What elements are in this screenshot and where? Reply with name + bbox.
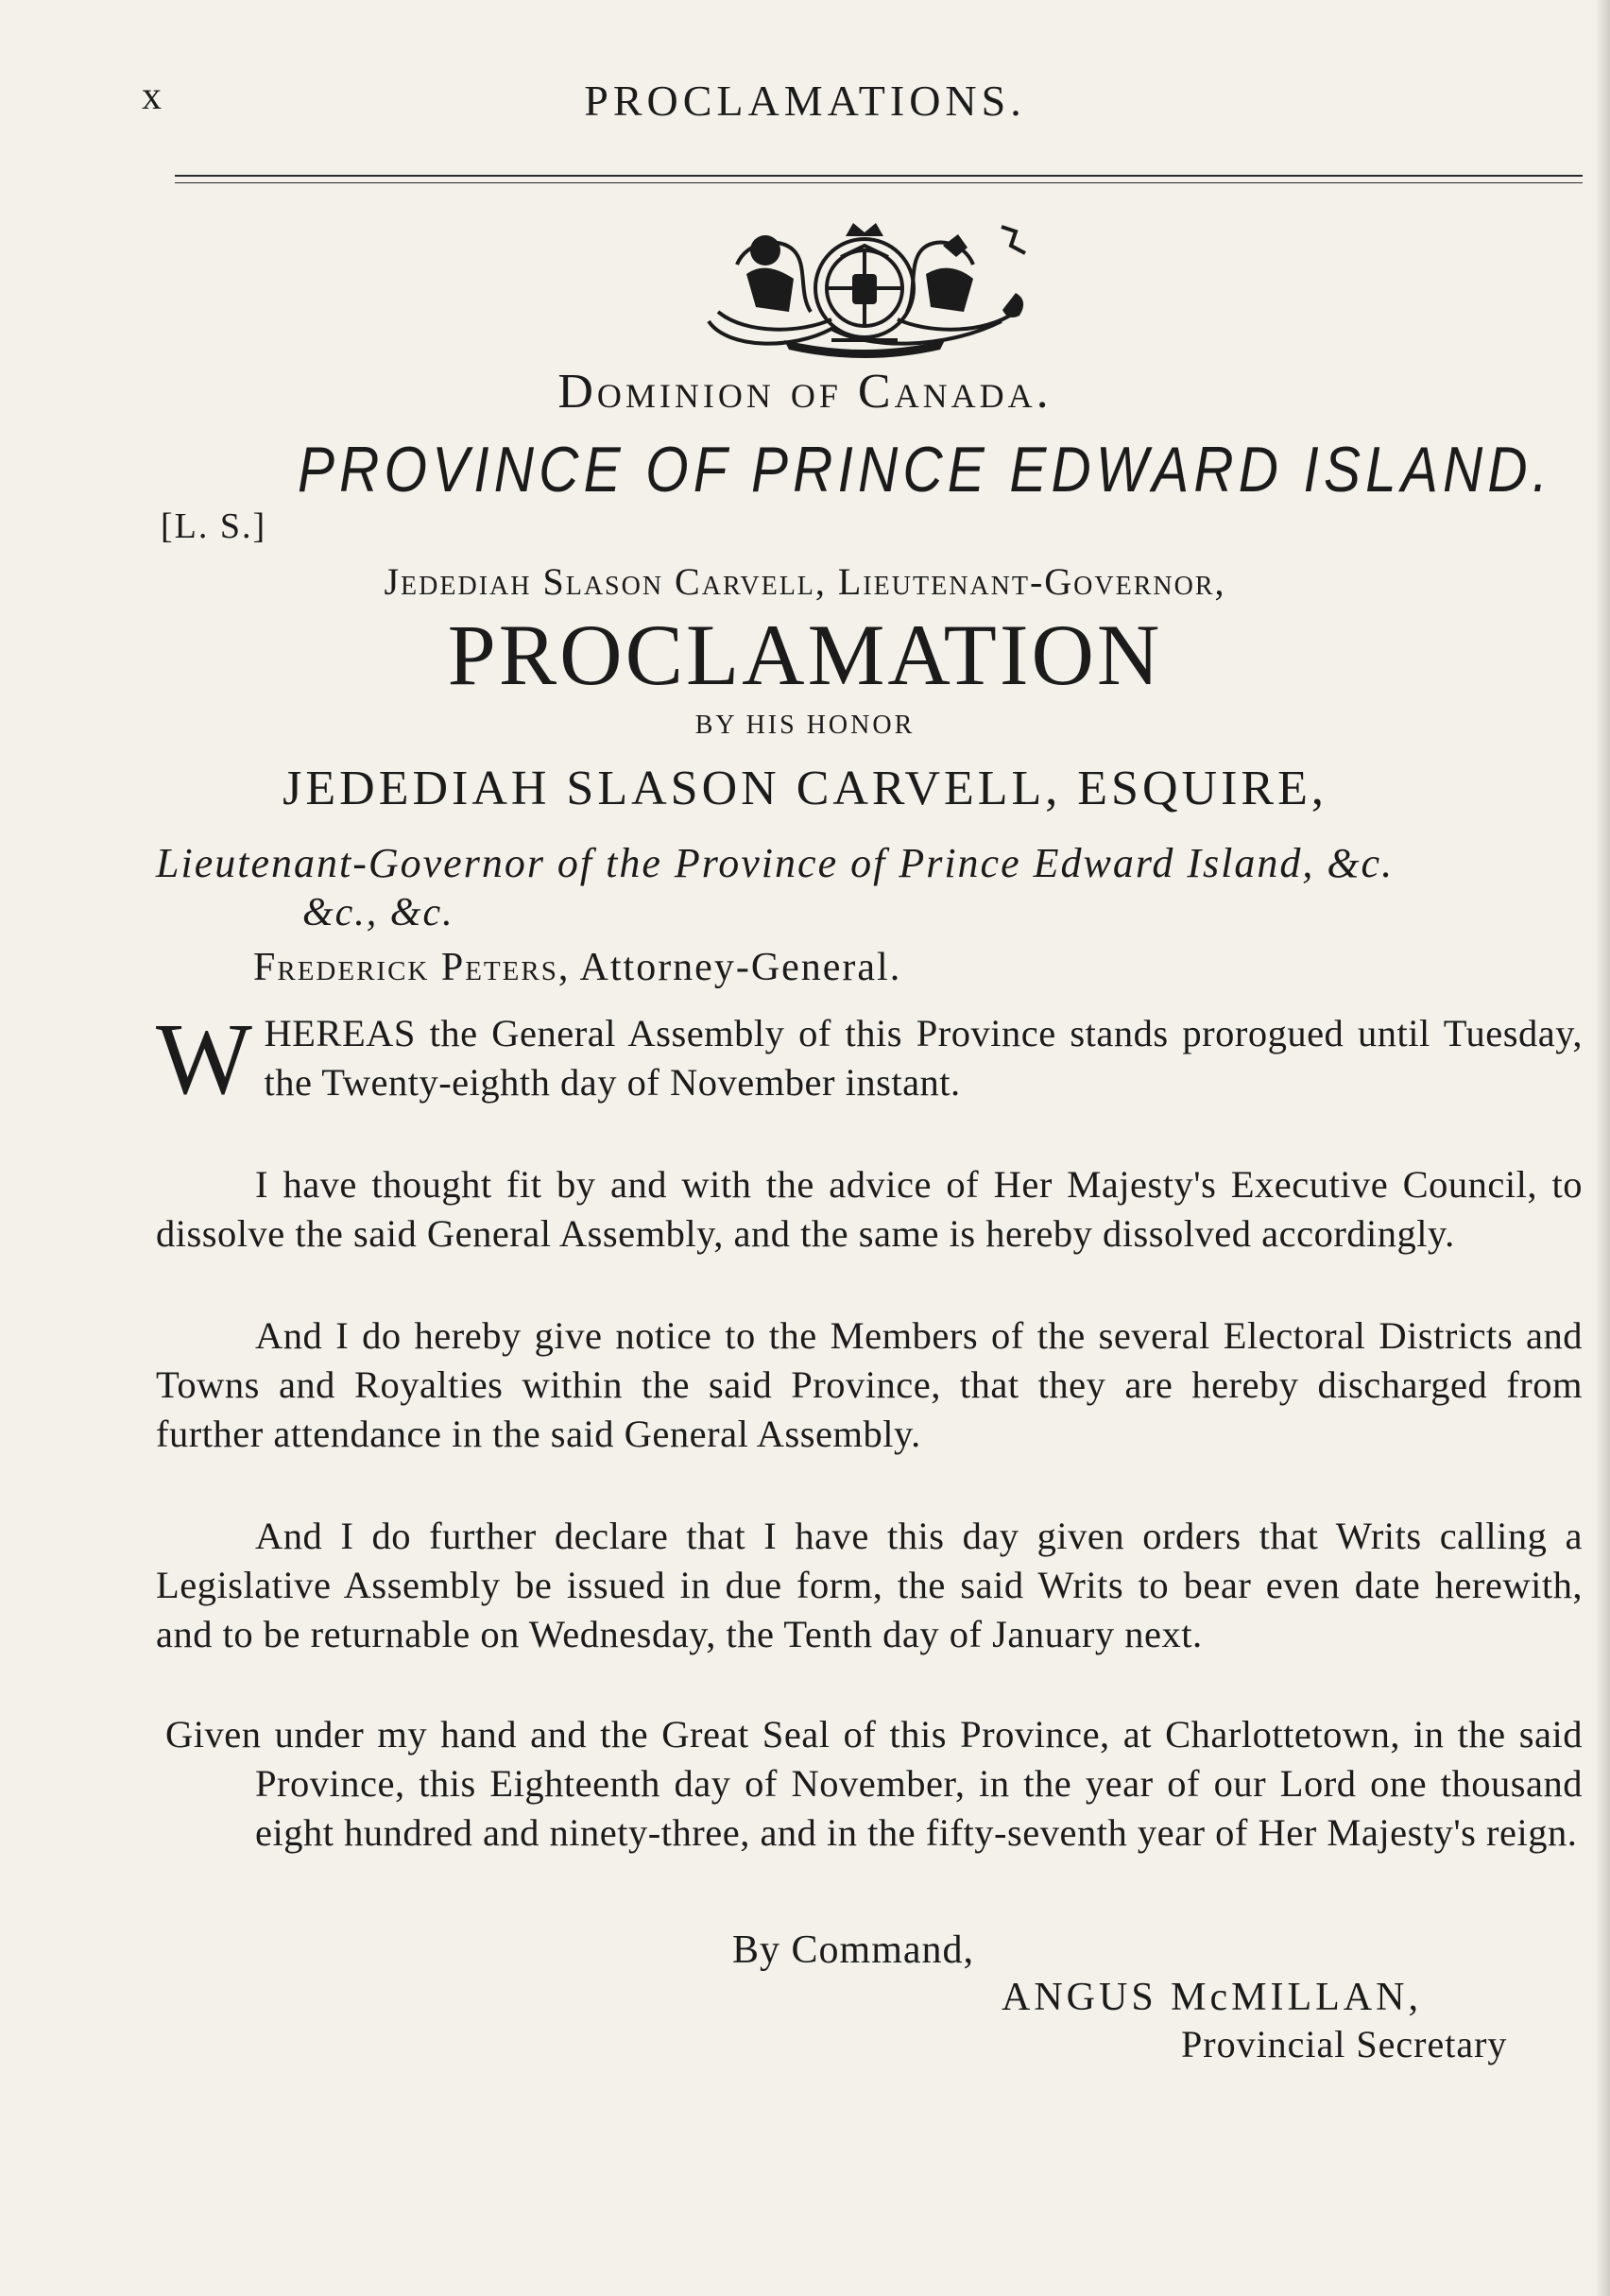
by-command: By Command, [732, 1928, 975, 1972]
signatory-name: ANGUS McMILLAN, [1002, 1976, 1422, 2019]
royal-coat-of-arms-icon [690, 208, 1039, 359]
proclamation-title: PROCLAMATION [447, 607, 1163, 703]
issuer-name: JEDEDIAH SLASON CARVELL, ESQUIRE, [283, 762, 1327, 815]
drop-cap: W [156, 1003, 253, 1116]
by-his-honor: BY HIS HONOR [694, 711, 916, 740]
dissolution-paragraph: I have thought fit by and with the advice of Her Majesty's Executive Council, to dissolve the said General Assembly, and the same is hereby dissolved accordingly. [156, 1163, 1583, 1255]
issuer-etc: &c., &c. [302, 891, 454, 934]
issuer-style: Lieutenant-Governor of the Province of Prince Edward Island, &c. [156, 840, 1395, 886]
header-rule-bottom [175, 182, 1583, 183]
notice-paragraph: And I do hereby give notice to the Members of the several Electoral Districts and Towns and Royalties within the said Province, that they are hereby discharged from further attendance in the said General Assembly. [156, 1314, 1583, 1455]
province-heading: PROVINCE OF PRINCE EDWARD ISLAND. [298, 434, 1553, 505]
writs-paragraph: And I do further declare that I have this day given orders that Writs calling a Legislative Assembly be issued in due form, the said Writs to bear even date herewith, and to be returnable on Wednesday, the Tenth day of January next. [156, 1515, 1583, 1655]
running-title: PROCLAMATIONS. [584, 77, 1026, 125]
whereas-paragraph [156, 1003, 1583, 1116]
header-rule-top [175, 175, 1583, 177]
whereas-text: HEREAS the General Assembly of this Province stands prorogued until Tuesday, the Twenty-eighth day of November instant. [264, 1012, 1583, 1104]
signatory-title: Provincial Secretary [1181, 2023, 1508, 2065]
dominion-heading: Dominion of Canada. [557, 365, 1053, 419]
seal-mark: [L. S.] [161, 506, 267, 546]
attorney-title: Attorney-General. [579, 946, 902, 989]
page-edge-shadow [1595, 0, 1610, 2296]
given-paragraph: Given under my hand and the Great Seal of this Province, at Charlottetown, in the said Province, this Eighteenth day of November, in the year of our Lord one thousand eight hundred and ninety-three, and in the fifty-seventh year of Her Majesty's reign. [165, 1713, 1583, 1854]
attorney-name: Frederick Peters, [253, 946, 571, 989]
lieutenant-governor-line: Jedediah Slason Carvell, Lieutenant-Governor, [384, 560, 1226, 603]
page-number: x [142, 75, 163, 118]
attorney-general-line [253, 945, 901, 990]
